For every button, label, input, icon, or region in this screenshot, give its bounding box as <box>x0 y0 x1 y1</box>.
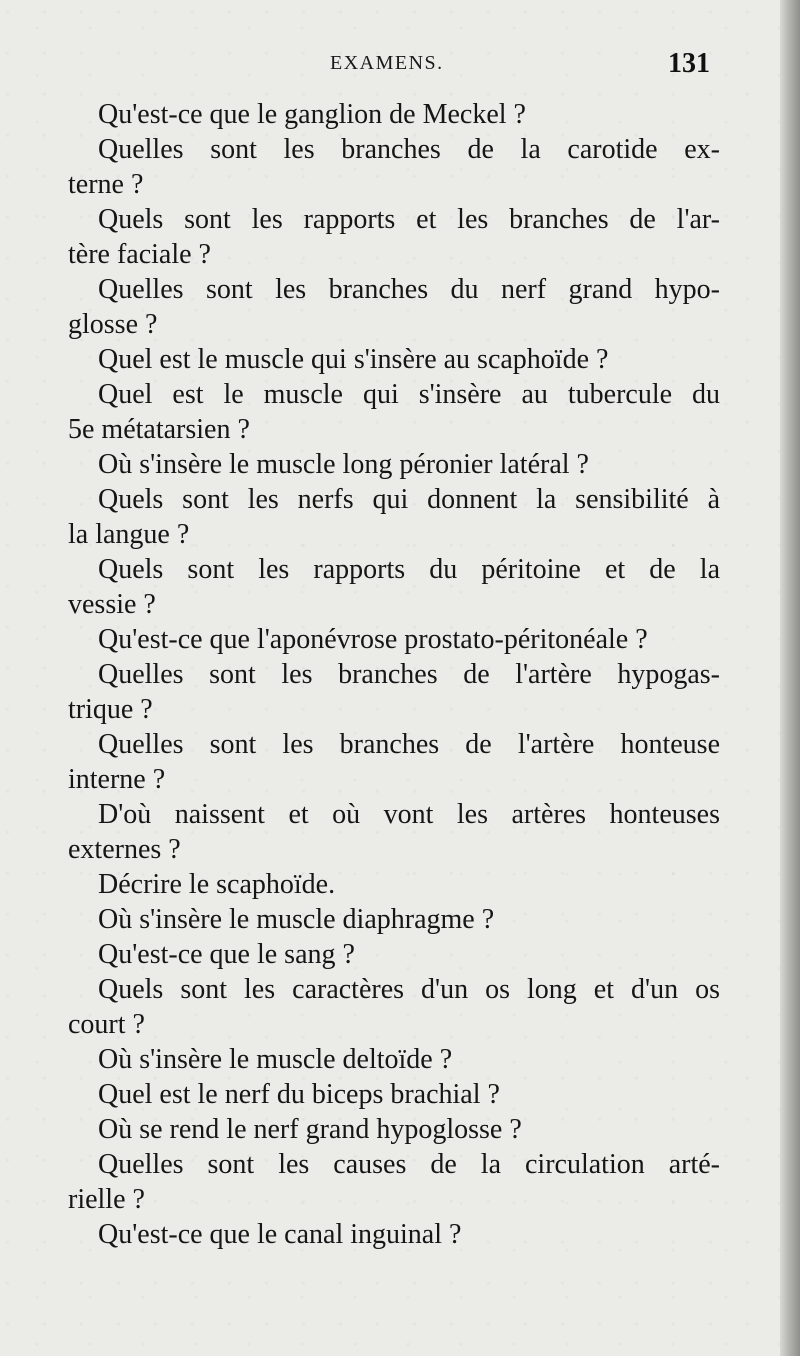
text-line: Quel est le nerf du biceps brachial ? <box>98 1079 500 1110</box>
text-line: Quelles sont les branches du nerf grand hypo- <box>98 274 720 305</box>
text-line: Quels sont les rapports du péritoine et de la <box>98 554 720 585</box>
text-line: Quelles sont les branches de l'artère honteuse <box>98 729 720 760</box>
text-line: terne ? <box>68 169 144 200</box>
text-line: tère faciale ? <box>68 239 211 270</box>
text-line: D'où naissent et où vont les artères honteuses <box>98 799 720 830</box>
page-edge-shadow <box>780 0 800 1356</box>
page-number: 131 <box>668 48 710 79</box>
text-line: Où s'insère le muscle long péronier latéral ? <box>98 449 589 480</box>
text-line: glosse ? <box>68 309 158 340</box>
text-line: Quelles sont les causes de la circulation arté- <box>98 1149 720 1180</box>
text-line: Quelles sont les branches de la carotide ex- <box>98 134 720 165</box>
text-line: Qu'est-ce que l'aponévrose prostato-péritonéale ? <box>98 624 648 655</box>
text-line: Quels sont les rapports et les branches de l'ar- <box>98 204 720 235</box>
text-line: court ? <box>68 1009 145 1040</box>
running-head-title: EXAMENS. <box>330 52 444 74</box>
text-line: Qu'est-ce que le ganglion de Meckel ? <box>98 99 526 130</box>
text-line: Qu'est-ce que le canal inguinal ? <box>98 1219 462 1250</box>
text-line: Qu'est-ce que le sang ? <box>98 939 355 970</box>
text-line: la langue ? <box>68 519 190 550</box>
text-line: 5e métatarsien ? <box>68 414 250 445</box>
text-line: Où s'insère le muscle deltoïde ? <box>98 1044 453 1075</box>
text-line: Quels sont les caractères d'un os long et d'un os <box>98 974 720 1005</box>
text-line: Quel est le muscle qui s'insère au tubercule du <box>98 379 720 410</box>
text-line: Quelles sont les branches de l'artère hypogas- <box>98 659 720 690</box>
text-line: Décrire le scaphoïde. <box>98 869 336 900</box>
text-line: Quel est le muscle qui s'insère au scaphoïde ? <box>98 344 609 375</box>
text-line: rielle ? <box>68 1184 145 1215</box>
text-line: Quels sont les nerfs qui donnent la sensibilité à <box>98 484 720 515</box>
running-head <box>0 50 780 84</box>
text-line: interne ? <box>68 764 166 795</box>
text-line: vessie ? <box>68 589 156 620</box>
text-line: Où s'insère le muscle diaphragme ? <box>98 904 495 935</box>
text-line: trique ? <box>68 694 153 725</box>
text-line: Où se rend le nerf grand hypoglosse ? <box>98 1114 522 1145</box>
text-line: externes ? <box>68 834 181 865</box>
